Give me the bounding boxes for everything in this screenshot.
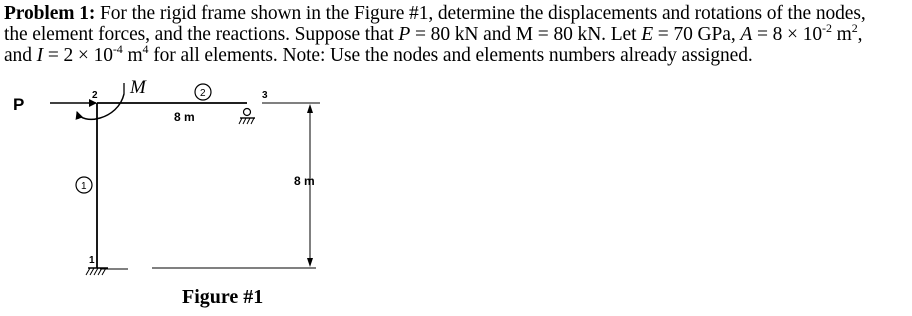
element-1-label: 1 xyxy=(81,181,87,192)
dim-arrow-top xyxy=(307,104,313,113)
dim-vertical-label: 8 m xyxy=(294,174,315,188)
node-2-label: 2 xyxy=(92,90,98,101)
load-p-label: P xyxy=(13,95,25,114)
moment-m-arc xyxy=(77,94,124,119)
problem-line-2: the element forces, and the reactions. Suppose that P = 80 kN and M = 80 kN. Let E = 70 GPa, $A = 8 \times 10^{-2}$ $m^2$, xyxy=(4,20,863,45)
node-1-label: 1 xyxy=(89,255,95,266)
dim-horizontal-label: 8 m xyxy=(174,110,195,124)
problem-line-1: Problem 1: For the rigid frame shown in the Figure #1, determine the displacements and rotations of the nodes, xyxy=(4,3,866,24)
fixed-support-node-1 xyxy=(86,268,128,275)
problem-heading: Problem 1: xyxy=(4,3,96,24)
figure-caption: Figure #1 xyxy=(182,286,264,308)
element-2-label: 2 xyxy=(200,88,206,99)
moment-m-label: M xyxy=(130,77,146,98)
dim-arrow-bottom xyxy=(307,258,313,267)
problem-line-3: and $I = 2 \times 10^{-4}$ $m^4$ for all elements. Note: Use the nodes and elements numbers already assigned. xyxy=(4,41,753,66)
node-3-label: 3 xyxy=(262,90,268,101)
support-node-3 xyxy=(239,109,255,125)
